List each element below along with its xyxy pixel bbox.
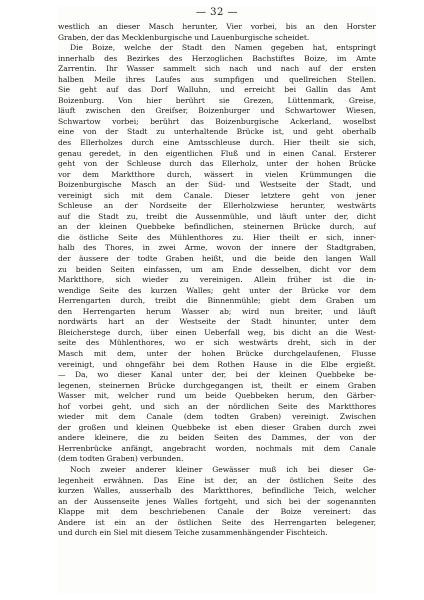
text-line: läuft zwischen den Greifser, Boizenburger und Schwartower Wiesen, bbox=[58, 106, 376, 116]
text-line: an der Aussenseite jenes Walles fortgeht, und sich bei der sogenannten bbox=[58, 496, 376, 506]
paragraph bbox=[58, 465, 376, 539]
text-line: den Herrengarten herum Wasser ab; wird nun breiter, und läuft bbox=[58, 306, 376, 316]
text-line: Sie geht auf das Dorf Walluhn, und erreicht bei Gallin das Amt bbox=[58, 85, 376, 95]
page-number: — 32 — bbox=[195, 7, 239, 18]
text-line: (dem todten Graben) verbunden. bbox=[58, 454, 184, 464]
text-line: des Ellerholzes durch eine Amtsschleuse durch. Hier theilt sie sich, bbox=[58, 138, 376, 148]
body-text bbox=[58, 22, 376, 539]
text-line: legenen, steinernen Brücke durchgegangen ist, theilt er einem Graben bbox=[58, 380, 376, 390]
text-line: — Da, wo dieser Kanal unter der, bei der kleinen Quebbeke be- bbox=[58, 370, 376, 380]
text-line: Schleuse an der Nordseite der Ellerholzwiese herunter, westwärts bbox=[58, 201, 376, 211]
text-line: Klappe mit dem beschriebenen Canale der Boize vereinert: das bbox=[58, 507, 376, 517]
text-line: Andere ist ein an der östlichen Seite des Herrengarten belegener, bbox=[58, 517, 376, 527]
text-line: Bleicherstege durch, über einen Ueberfall weg, bis dicht an die West- bbox=[58, 327, 376, 337]
text-line: nordwärts hart an der Westseite der Stadt hinunter, unter dem bbox=[58, 317, 376, 327]
text-line: halb des Thores, in zwei Arme, wovon der innere der Stadtgraben, bbox=[58, 243, 376, 253]
text-line: kurzen Walles, ausserhalb des Marktthores, befindliche Teich, welcher bbox=[58, 486, 376, 496]
text-line: Masch mit dem, unter der hohen Brücke durchgelaufenen, Flusse bbox=[58, 348, 376, 358]
text-line: vereinigt sich mit dem Canale. Dieser letztere geht von jener bbox=[58, 190, 376, 200]
text-line: geht von der Schleuse durch das Ellerholz, unter der hohen Brücke bbox=[58, 159, 376, 169]
text-line: legenheit erwähnen. Das Eine ist der, an der östlichen Seite des bbox=[58, 475, 376, 485]
text-line: wendige Seite des kurzen Walles; geht unter der Brücke vor dem bbox=[58, 285, 376, 295]
text-line: Die Boize, welche der Stadt den Namen gegeben hat, entspringt bbox=[70, 43, 376, 53]
text-line: Boizenburg. Von hier berührt sie Grezen, Lüttenmark, Greise, bbox=[58, 95, 376, 105]
text-line: und durch ein Siel mit diesem Teiche zusammenhängender Fischteich. bbox=[58, 528, 328, 538]
text-line: hof vorbei geht, und sich an der nördlichen Seite des Marktthores bbox=[58, 401, 376, 411]
document-page bbox=[58, 6, 376, 594]
text-line: Noch zweier anderer kleiner Gewässer muß ich bei dieser Ge- bbox=[70, 464, 376, 474]
text-line: auf die Stadt zu, treibt die Aussenmühle, und läuft unter der, dicht bbox=[58, 211, 376, 221]
text-line: an der kleinen Quebbeke befindlichen, steinernen Brücke durch, auf bbox=[58, 222, 376, 232]
text-line: wieder mit dem Canale (dem todten Graben) vereinigt. Zwischen bbox=[58, 412, 376, 422]
text-line: Zarrentin. Ihr Wasser sammelt sich nach und nach auf der ersten bbox=[58, 64, 376, 74]
text-line: der äussere der todte Graben heißt, und die beide den langen Wall bbox=[58, 254, 376, 264]
text-line: Boizenburgische Masch an der Süd- und Westseite der Stadt, und bbox=[58, 180, 376, 190]
text-line: Herrenbrücke anfängt, angebracht worden, nochmals mit dem Canale bbox=[58, 443, 376, 453]
text-line: Marktthore, sich wieder zu vereinigen. Allein früher ist die in- bbox=[58, 275, 376, 285]
text-line: vereinigt, und ohngefähr bei dem Rothen Hause in die Elbe ergießt. bbox=[58, 359, 376, 369]
text-line: Graben, der das Mecklenburgische und Lauenburgische scheidet. bbox=[58, 32, 310, 42]
text-line: Herrengarten durch, treibt die Binnenmühle; giebt dem Graben um bbox=[58, 296, 376, 306]
text-line: vor dem Marktthore durch, wässert in vielen Krümmungen die bbox=[58, 169, 376, 179]
text-line: zu beiden Seiten einfassen, um am Ende desselben, dicht vor dem bbox=[58, 264, 376, 274]
text-line: innerhalb des Bezirkes des Herzoglichen Bachstiftes Boize, im Amte bbox=[58, 53, 376, 63]
text-line: Wasser mit, welcher rund um beide Quebbeken herum, den Gärber- bbox=[58, 391, 376, 401]
text-line: die östliche Seite des Mühlenthores zu. Hier theilt er sich, inner- bbox=[58, 232, 376, 242]
text-line: Schwartow vorbei; berührt das Boizenburgische Ackerland, woselbst bbox=[58, 116, 376, 126]
text-line: halben Meile ihres Laufes aus sumpfigen und quellreichen Stellen. bbox=[58, 74, 376, 84]
text-line: eine von der Stadt zu unterhaltende Brücke ist, und geht oberhalb bbox=[58, 127, 376, 137]
text-line: andere kleinere, die zu beiden Seiten des Dammes, der von der bbox=[58, 433, 376, 443]
text-line: westlich an dieser Masch herunter, Vier vorbei, bis an den Horster bbox=[58, 22, 376, 31]
text-line: seite des Mühlenthores, wo er sich westwärts dreht, sich in der bbox=[58, 338, 376, 348]
text-line: der großen und kleinen Quebbeke ist eben dieser Graben durch zwei bbox=[58, 422, 376, 432]
text-line: genau geredet, in den eigentlichen Fluß und in einen Canal. Ersterer bbox=[58, 148, 376, 158]
paragraph bbox=[58, 22, 376, 43]
paragraph bbox=[58, 43, 376, 465]
